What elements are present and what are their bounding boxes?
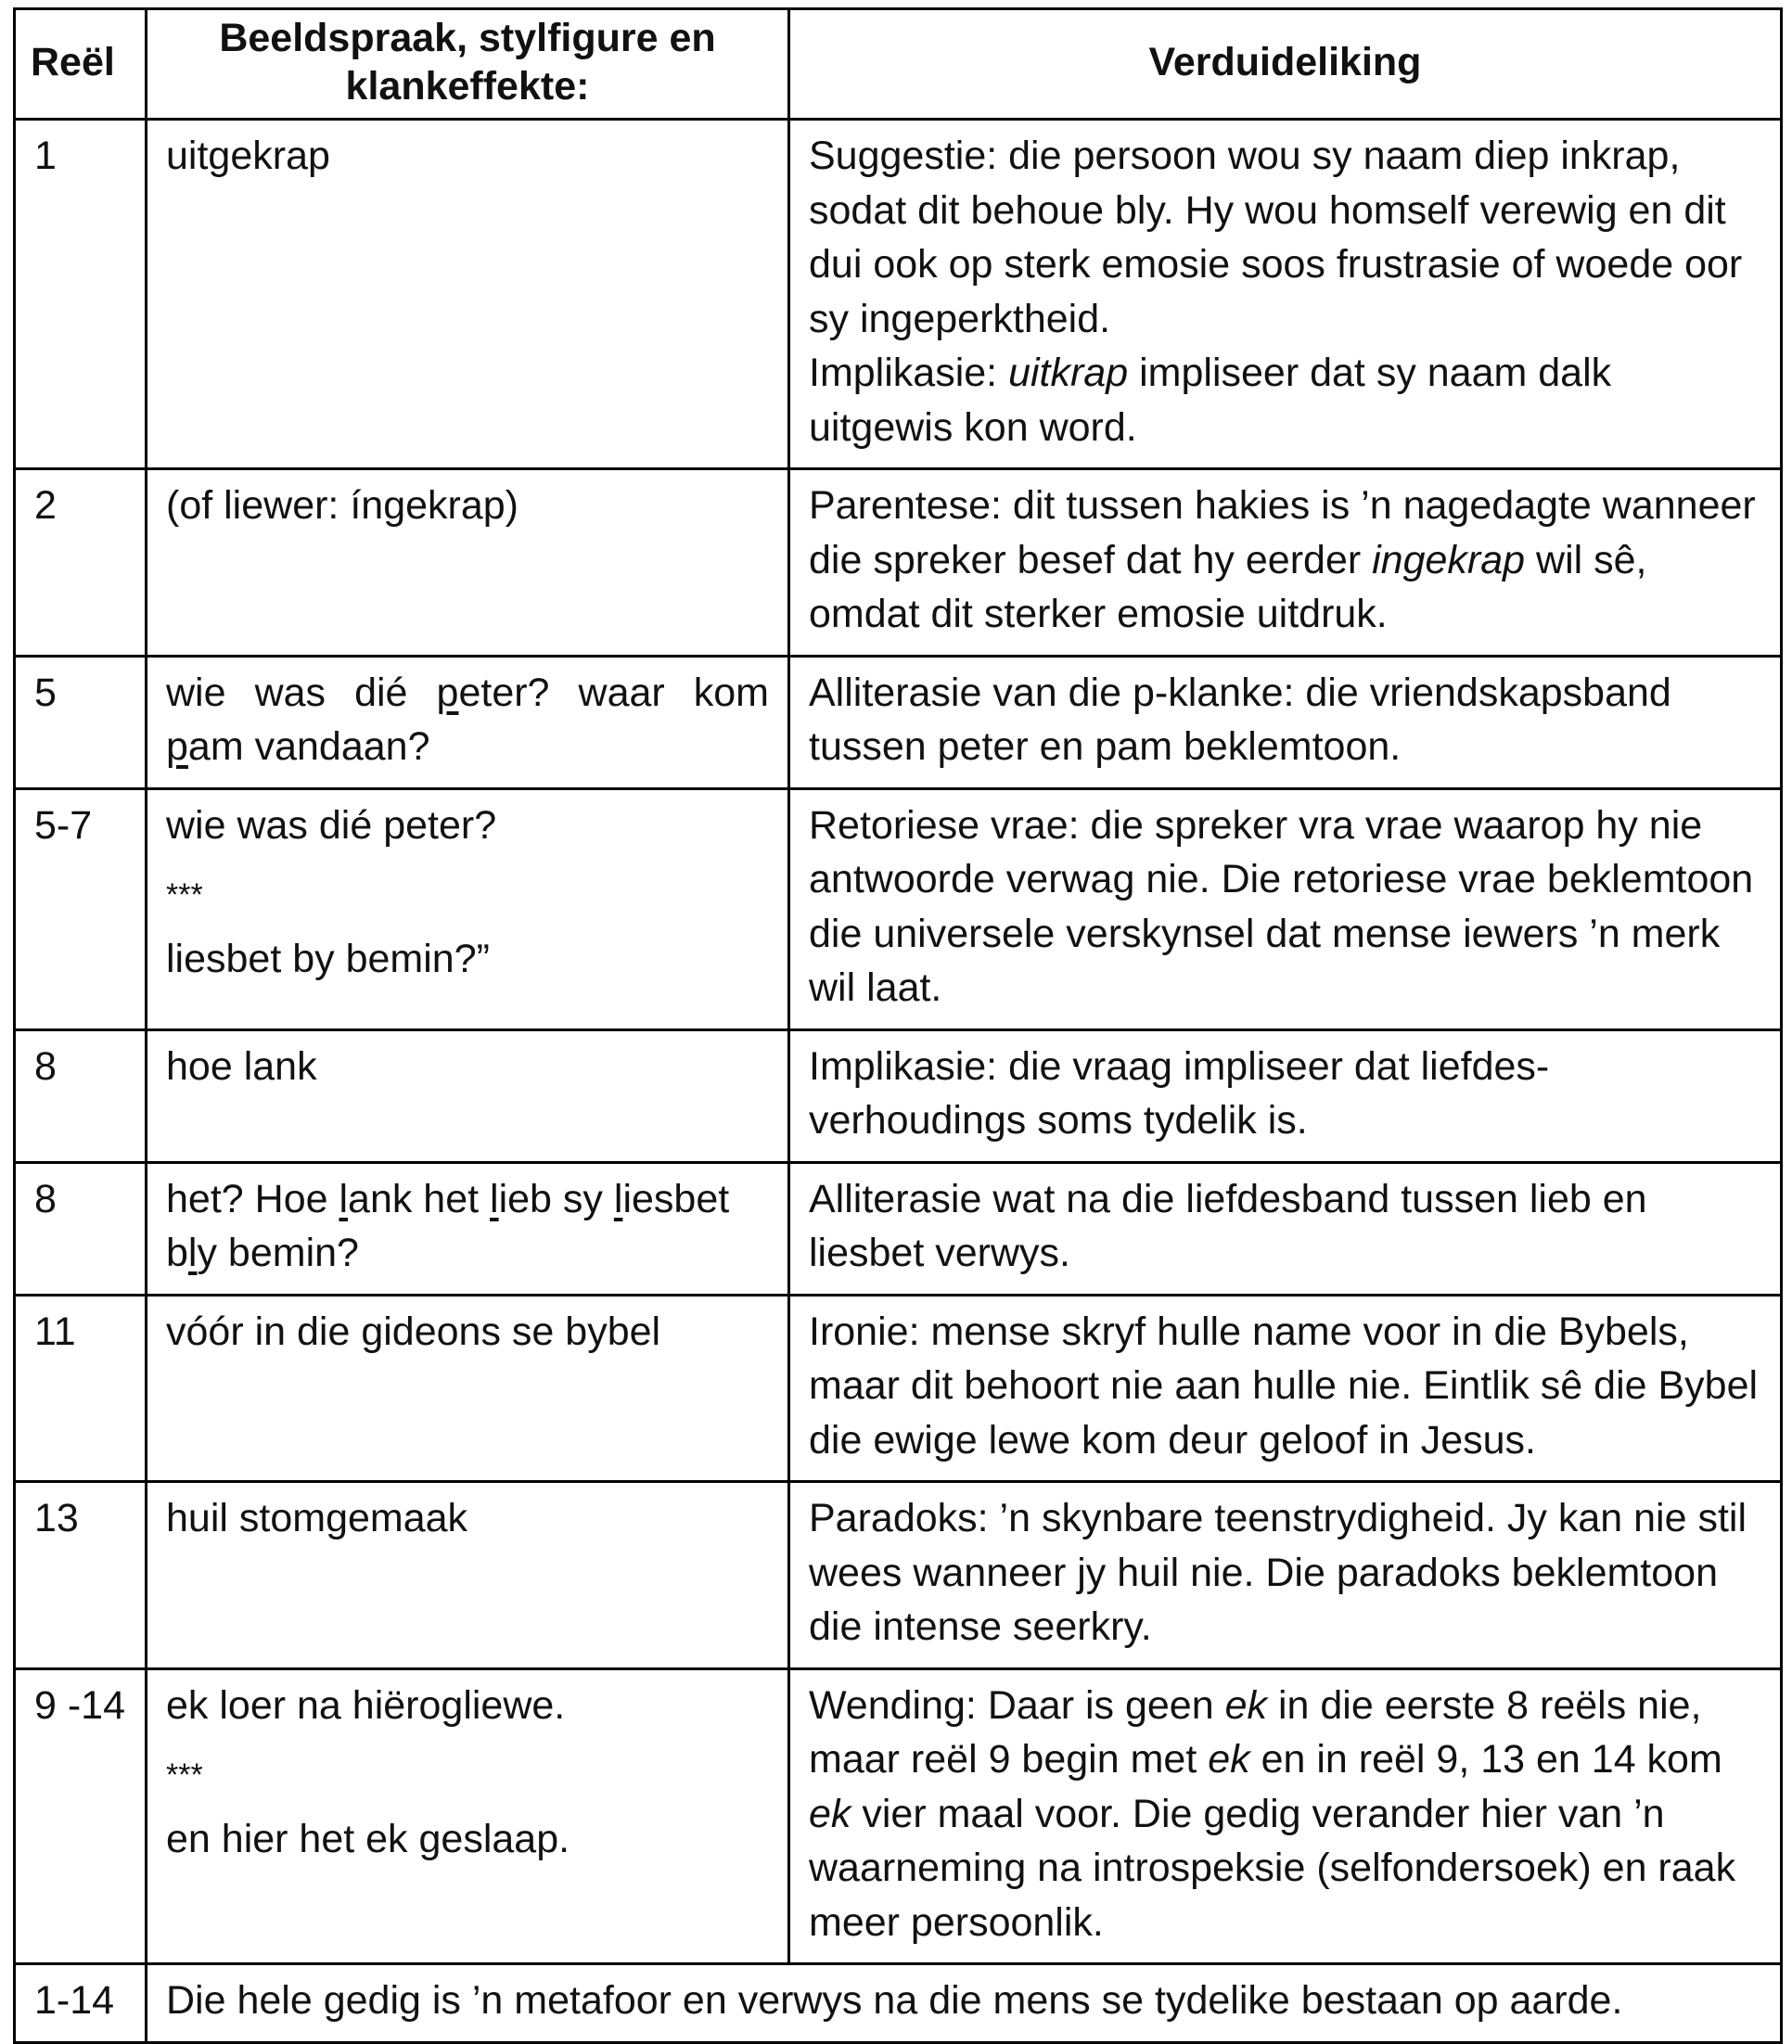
figure-text: ek loer na hiërogliewe. [166,1682,566,1728]
table-row [15,1668,1782,1964]
reel-cell: 9 -14 [15,1668,147,1964]
reel-cell: 1 [15,120,147,469]
explanation-cell [789,120,1782,469]
ellipsis-stars: *** [166,1757,203,1793]
figure-text: ank het [348,1176,491,1221]
emphasis: ek [1224,1682,1268,1728]
figure-text: y bemin? [197,1231,359,1275]
figure-text: en hier het ek geslaap. [166,1817,570,1861]
explanation-text: in die eerste 8 reëls nie, maar reël 9 begin met [809,1682,1702,1782]
explanation-text: vier maal voor. Die gedig verander hier van ’n waarneming na introspeksie (selfondersoek) en raak meer persoonlik. [809,1791,1736,1945]
analysis-table [13,7,1783,2044]
table-row [15,1964,1782,2043]
table-row [15,1295,1782,1482]
explanation-text: Wending: Daar is geen [809,1682,1225,1728]
reel-cell: 2 [15,469,147,657]
underlined-letter: p [166,724,188,769]
figure-text: b [166,1231,188,1275]
reel-cell: 8 [15,1162,147,1295]
figure-cell [147,788,789,1029]
header-reel: Reël [15,9,147,120]
figure-cell: (of liewer: íngekrap) [147,469,789,657]
table-row [15,788,1782,1029]
figure-text: ieb sy [498,1176,614,1221]
emphasis: ek [1208,1737,1250,1782]
figure-cell: uitgekrap [147,120,789,469]
explanation-cell [789,1668,1782,1964]
header-explanation: Verduideliking [789,9,1782,120]
figure-text: liesbet by bemin?” [166,937,490,981]
figure-cell: huil stomgemaak [147,1482,789,1669]
explanation-text: en in reël 9, 13 en 14 kom [1249,1737,1722,1782]
figure-text: eter? waar kom [458,670,769,715]
underlined-letter: l [613,1176,623,1221]
table-row [15,1482,1782,1669]
explanation-text: wil sê, omdat dit sterker emosie uitdruk. [809,537,1647,636]
underlined-letter: l [339,1176,349,1221]
explanation-cell: Ironie: mense skryf hulle name voor in die Bybels, maar dit behoort nie aan hulle nie. Eintlik sê die Bybel die ewige lewe kom deur geloof in Jesus. [789,1295,1782,1482]
header-figures: Beeldspraak, stylfigure en klankeffekte: [147,9,789,120]
explanation-cell: Retoriese vrae: die spreker vra vrae waarop hy nie antwoorde verwag nie. Die retoriese vrae beklemtoon die universele verskynsel dat mense iewers ’n merk wil laat. [789,788,1782,1029]
explanation-cell [789,469,1782,657]
figure-text: wie was dié peter? [166,802,497,848]
figure-text: am vandaan? [187,724,430,769]
reel-cell: 5 [15,656,147,788]
table-row [15,469,1782,657]
figure-line [166,1226,769,1281]
explanation-cell: Alliterasie van die p-klanke: die vriendskapsband tussen peter en pam beklemtoon. [789,656,1782,788]
figure-line [166,1172,769,1227]
explanation-cell: Implikasie: die vraag impliseer dat liefdes-verhoudings soms tydelik is. [789,1029,1782,1162]
table-row [15,1029,1782,1162]
reel-cell: 13 [15,1482,147,1669]
figure-line [166,666,769,721]
figure-text: iesbet [622,1176,730,1221]
table-row [15,1162,1782,1295]
emphasis: ingekrap [1372,537,1526,582]
figure-cell: hoe lank [147,1029,789,1162]
explanation-cell: Alliterasie wat na die liefdesband tussen lieb en liesbet verwys. [789,1162,1782,1295]
table-row [15,656,1782,788]
header-row [15,9,1782,120]
explanation-text: Implikasie: [809,351,1009,395]
figure-cell: vóór in die gideons se bybel [147,1295,789,1482]
figure-line [166,720,769,774]
figure-text: wie was dié [166,670,437,715]
reel-cell: 11 [15,1295,147,1482]
explanation-text: Suggestie: die persoon wou sy naam diep inkrap, sodat dit behoue bly. Hy wou homself verewig en dit dui ook op sterk emosie soos frustrasie of woede oor sy ingeperktheid. [809,134,1743,341]
reel-cell: 1-14 [15,1964,147,2043]
explanation-text: impliseer dat sy naam dalk uitgewis kon word. [809,351,1612,450]
underlined-letter: l [490,1176,499,1221]
figure-text: het? Hoe [166,1176,339,1221]
ellipsis-stars: *** [166,877,203,913]
reel-cell: 5-7 [15,788,147,1029]
figure-cell [147,1668,789,1964]
table-row [15,120,1782,469]
underlined-letter: l [187,1231,198,1275]
figure-cell [147,1162,789,1295]
explanation-cell: Paradoks: ’n skynbare teenstrydigheid. Jy kan nie stil wees wanneer jy huil nie. Die paradoks beklemtoon die intense seerkry. [789,1482,1782,1669]
underlined-letter: p [436,670,459,715]
figure-cell [147,656,789,788]
explanation-text: Parentese: dit tussen hakies is ’n nagedagte wanneer die spreker besef dat hy eerder [809,483,1756,582]
reel-cell: 8 [15,1029,147,1162]
emphasis: uitkrap [1008,351,1129,395]
summary-cell: Die hele gedig is ’n metafoor en verwys na die mens se tydelike bestaan op aarde. [147,1964,1782,2043]
emphasis: ek [809,1791,851,1836]
